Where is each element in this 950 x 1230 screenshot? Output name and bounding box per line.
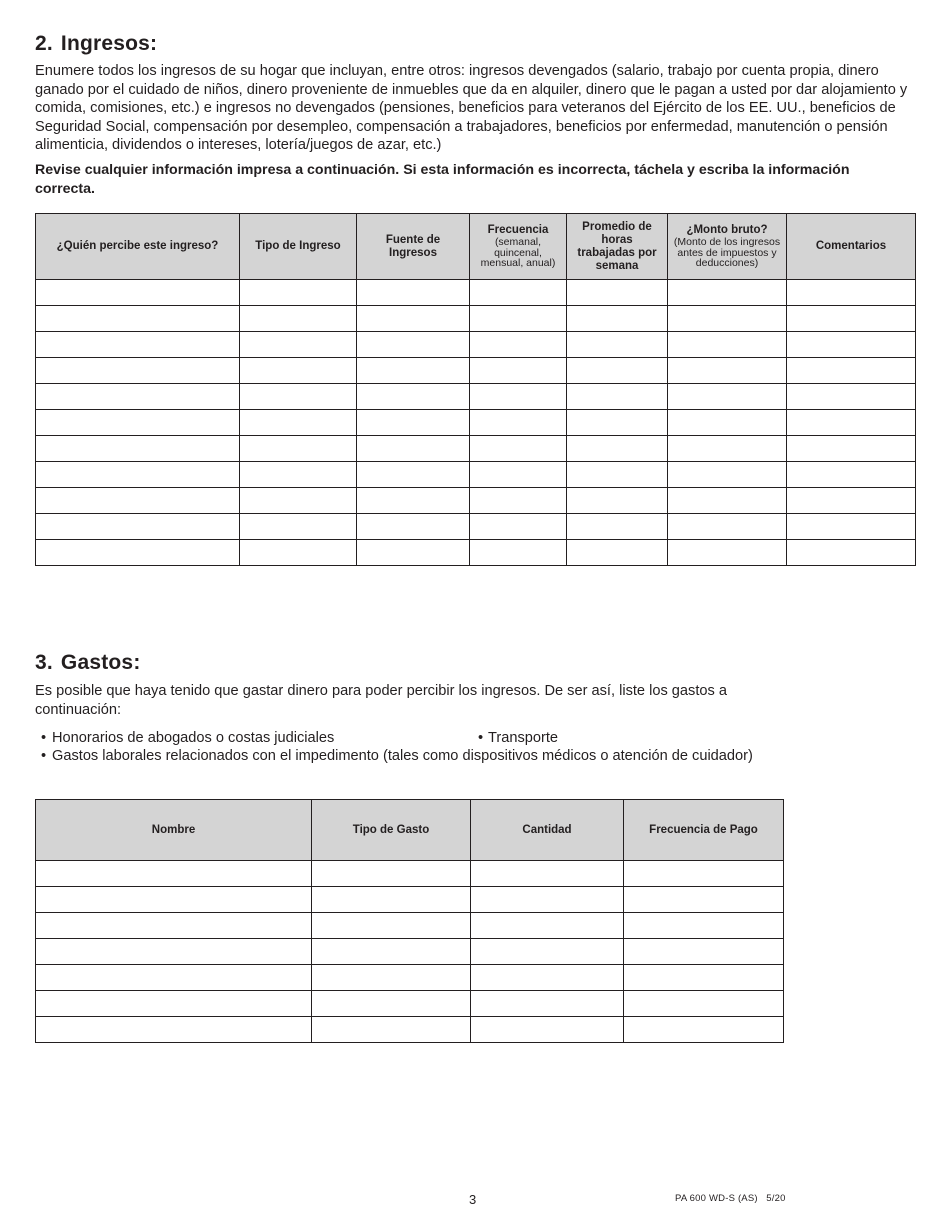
income-table-cell [668, 462, 787, 488]
income-table-cell [240, 410, 357, 436]
expenses-bullet-row-2 [41, 747, 761, 765]
expenses-table-cell [312, 939, 471, 965]
expenses-table-cell [471, 913, 624, 939]
income-cell-input[interactable] [470, 436, 566, 461]
expenses-section-heading: Gastos: [60, 651, 141, 674]
income-cell-input[interactable] [668, 514, 786, 539]
expenses-table-cell [624, 913, 784, 939]
income-table-cell [567, 540, 668, 566]
income-table-cell [240, 540, 357, 566]
income-table-cell [36, 462, 240, 488]
income-table-row [36, 488, 916, 514]
income-cell-input[interactable] [470, 462, 566, 487]
income-section-number: 2. [35, 32, 53, 55]
expenses-table-cell [36, 861, 312, 887]
income-cell-input[interactable] [787, 540, 915, 565]
income-column-header [567, 214, 668, 280]
income-cell-input[interactable] [357, 384, 469, 409]
income-cell-input[interactable] [668, 280, 786, 305]
income-table-cell [567, 488, 668, 514]
income-table-cell [668, 358, 787, 384]
income-table-cell [240, 280, 357, 306]
expenses-bullet-item: Gastos laborales relacionados con el impedimento (tales como dispositivos médicos o atención de cuidador) [52, 748, 753, 764]
income-table-cell [668, 306, 787, 332]
expenses-cell-input[interactable] [312, 991, 470, 1016]
income-cell-input[interactable] [36, 306, 239, 331]
income-table-cell [470, 436, 567, 462]
expenses-cell-input[interactable] [36, 939, 311, 964]
expenses-table-cell [624, 887, 784, 913]
income-table-row [36, 462, 916, 488]
income-cell-input[interactable] [668, 358, 786, 383]
income-table-cell [470, 332, 567, 358]
income-cell-input[interactable] [36, 332, 239, 357]
income-cell-input[interactable] [470, 280, 566, 305]
income-description: Enumere todos los ingresos de su hogar que incluyan, entre otros: ingresos devengados (salario, trabajo por cuenta propia, dinero ganado por el cuidado de niños, dinero proveniente de inmuebles que da en alquiler, dinero que le pagan a usted por dar alojamiento y comida, comisiones, etc.) e ingresos no devengados (pensiones, beneficios para veteranos del Ejército de los EE. UU., beneficios de Seguridad Social, compensación por desempleo, compensación a trabajadores, beneficios por enfermedad, manutención o pensión alimenticia, dividendos o intereses, lotería/juegos de azar, etc.) [35, 63, 908, 154]
income-cell-input[interactable] [240, 384, 356, 409]
income-table-cell [567, 306, 668, 332]
income-section-heading: Ingresos: [60, 32, 158, 55]
income-cell-input[interactable] [36, 280, 239, 305]
expenses-table [35, 799, 784, 1043]
income-cell-input[interactable] [357, 306, 469, 331]
income-cell-input[interactable] [567, 514, 667, 539]
income-table-header-row [36, 214, 916, 280]
income-cell-input[interactable] [470, 540, 566, 565]
expenses-cell-input[interactable] [624, 887, 783, 912]
income-table-cell [36, 384, 240, 410]
expenses-column-header: Frecuencia de Pago [624, 800, 784, 861]
income-cell-input[interactable] [567, 436, 667, 461]
income-table-cell [787, 488, 916, 514]
expenses-table-row [36, 1017, 784, 1043]
income-table-cell [787, 384, 916, 410]
income-cell-input[interactable] [240, 332, 356, 357]
income-cell-input[interactable] [470, 306, 566, 331]
income-table-cell [567, 280, 668, 306]
income-cell-input[interactable] [668, 384, 786, 409]
income-cell-input[interactable] [787, 280, 915, 305]
income-table-cell [668, 436, 787, 462]
expenses-table-cell [624, 1017, 784, 1043]
income-cell-input[interactable] [36, 436, 239, 461]
income-column-header-label: ¿Monto bruto? [686, 224, 768, 237]
expenses-column-header: Tipo de Gasto [312, 800, 471, 861]
income-cell-input[interactable] [36, 488, 239, 513]
income-cell-input[interactable] [36, 462, 239, 487]
income-cell-input[interactable] [357, 514, 469, 539]
expenses-table-cell [312, 887, 471, 913]
income-table-cell [567, 358, 668, 384]
expenses-table-cell [36, 913, 312, 939]
income-table-cell [470, 384, 567, 410]
expenses-table-row [36, 939, 784, 965]
income-cell-input[interactable] [36, 540, 239, 565]
expenses-cell-input[interactable] [312, 887, 470, 912]
income-table-cell [668, 540, 787, 566]
income-table-cell [357, 488, 470, 514]
income-table-cell [357, 306, 470, 332]
income-column-header [470, 214, 567, 280]
income-table-cell [470, 358, 567, 384]
income-cell-input[interactable] [567, 306, 667, 331]
income-cell-input[interactable] [567, 488, 667, 513]
income-cell-input[interactable] [357, 488, 469, 513]
income-table-row [36, 436, 916, 462]
income-cell-input[interactable] [787, 332, 915, 357]
income-table-row [36, 358, 916, 384]
income-cell-input[interactable] [470, 358, 566, 383]
income-cell-input[interactable] [787, 384, 915, 409]
income-table-cell [567, 462, 668, 488]
expenses-table-cell [312, 965, 471, 991]
expenses-cell-input[interactable] [36, 965, 311, 990]
income-column-header [240, 214, 357, 280]
income-cell-input[interactable] [668, 306, 786, 331]
expenses-table-cell [312, 991, 471, 1017]
income-cell-input[interactable] [36, 358, 239, 383]
expenses-cell-input[interactable] [36, 913, 311, 938]
expenses-table-cell [36, 991, 312, 1017]
expenses-table-cell [36, 939, 312, 965]
expenses-cell-input[interactable] [36, 991, 311, 1016]
income-cell-input[interactable] [240, 514, 356, 539]
income-cell-input[interactable] [470, 332, 566, 357]
income-cell-input[interactable] [567, 410, 667, 435]
income-cell-input[interactable] [567, 540, 667, 565]
income-cell-input[interactable] [787, 514, 915, 539]
income-cell-input[interactable] [240, 410, 356, 435]
expenses-cell-input[interactable] [624, 913, 783, 938]
income-table [35, 213, 916, 566]
income-table-cell [357, 384, 470, 410]
bullet-marker: • [478, 730, 484, 746]
income-table-cell [470, 540, 567, 566]
expenses-description: Es posible que haya tenido que gastar dinero para poder percibir los ingresos. De ser así, liste los gastos a continuación: [35, 683, 727, 718]
income-table-cell [357, 410, 470, 436]
expenses-cell-input[interactable] [624, 1017, 783, 1042]
income-column-header-hint: (Monto de los ingresos antes de impuestos y deducciones) [673, 236, 781, 270]
expenses-bullet-item: Honorarios de abogados o costas judiciales [52, 730, 335, 746]
expenses-bullet-row-1 [41, 729, 761, 747]
income-table-body [36, 280, 916, 566]
expenses-cell-input[interactable] [471, 991, 623, 1016]
expenses-table-row [36, 991, 784, 1017]
income-cell-input[interactable] [787, 358, 915, 383]
expenses-table-cell [624, 939, 784, 965]
income-cell-input[interactable] [567, 384, 667, 409]
income-table-row [36, 540, 916, 566]
expenses-table-cell [471, 861, 624, 887]
expenses-section-number: 3. [35, 651, 53, 674]
expenses-table-body [36, 861, 784, 1043]
income-cell-input[interactable] [36, 514, 239, 539]
income-cell-input[interactable] [787, 306, 915, 331]
income-cell-input[interactable] [36, 410, 239, 435]
income-table-cell [357, 358, 470, 384]
expenses-table-cell [36, 1017, 312, 1043]
income-cell-input[interactable] [357, 436, 469, 461]
income-table-cell [36, 410, 240, 436]
expenses-table-row [36, 861, 784, 887]
income-table-cell [567, 514, 668, 540]
income-cell-input[interactable] [668, 540, 786, 565]
income-cell-input[interactable] [36, 384, 239, 409]
income-table-cell [787, 306, 916, 332]
income-table-cell [240, 436, 357, 462]
income-cell-input[interactable] [668, 436, 786, 461]
expenses-cell-input[interactable] [624, 939, 783, 964]
income-table-cell [36, 358, 240, 384]
income-table-cell [240, 488, 357, 514]
bullet-marker: • [41, 730, 47, 746]
expenses-table-cell [312, 861, 471, 887]
expenses-cell-input[interactable] [471, 1017, 623, 1042]
income-cell-input[interactable] [668, 488, 786, 513]
income-table-cell [668, 488, 787, 514]
income-table-cell [567, 410, 668, 436]
income-cell-input[interactable] [357, 358, 469, 383]
income-table-cell [567, 436, 668, 462]
income-table-cell [787, 540, 916, 566]
expenses-table-cell [471, 939, 624, 965]
income-table-row [36, 384, 916, 410]
income-table-cell [357, 436, 470, 462]
expenses-cell-input[interactable] [312, 1017, 470, 1042]
income-cell-input[interactable] [240, 462, 356, 487]
income-cell-input[interactable] [357, 410, 469, 435]
income-table-cell [787, 410, 916, 436]
income-column-header-label: Frecuencia [487, 224, 549, 237]
income-cell-input[interactable] [787, 410, 915, 435]
income-cell-input[interactable] [357, 540, 469, 565]
expenses-table-row [36, 913, 784, 939]
income-table-cell [36, 488, 240, 514]
income-table-cell [567, 332, 668, 358]
income-table-cell [36, 306, 240, 332]
income-table-cell [240, 332, 357, 358]
form-code: PA 600 WD-S (AS) 5/20 [675, 1193, 786, 1204]
expenses-cell-input[interactable] [471, 939, 623, 964]
income-table-cell [357, 540, 470, 566]
expenses-cell-input[interactable] [36, 887, 311, 912]
expenses-cell-input[interactable] [471, 965, 623, 990]
expenses-cell-input[interactable] [471, 887, 623, 912]
income-table-cell [357, 280, 470, 306]
expenses-table-cell [471, 991, 624, 1017]
income-table-cell [470, 306, 567, 332]
income-cell-input[interactable] [357, 462, 469, 487]
income-table-cell [787, 332, 916, 358]
income-table-cell [787, 436, 916, 462]
income-table-cell [470, 488, 567, 514]
income-cell-input[interactable] [787, 488, 915, 513]
expenses-table-cell [471, 887, 624, 913]
income-table-row [36, 332, 916, 358]
expenses-table-cell [471, 1017, 624, 1043]
expenses-table-cell [624, 965, 784, 991]
income-table-cell [668, 384, 787, 410]
income-cell-input[interactable] [787, 462, 915, 487]
income-table-cell [787, 358, 916, 384]
income-cell-input[interactable] [357, 280, 469, 305]
income-cell-input[interactable] [470, 514, 566, 539]
income-cell-input[interactable] [240, 306, 356, 331]
expenses-cell-input[interactable] [471, 861, 623, 886]
income-table-cell [567, 384, 668, 410]
income-column-header-label: Fuente de Ingresos [385, 233, 441, 259]
income-column-header [36, 214, 240, 280]
income-cell-input[interactable] [668, 332, 786, 357]
income-column-header-label: Promedio de horas trabajadas por semana [577, 220, 657, 272]
expenses-cell-input[interactable] [624, 965, 783, 990]
income-table-row [36, 514, 916, 540]
income-cell-input[interactable] [240, 280, 356, 305]
income-table-cell [470, 410, 567, 436]
expenses-cell-input[interactable] [624, 991, 783, 1016]
income-table-cell [36, 514, 240, 540]
income-table-cell [787, 280, 916, 306]
income-cell-input[interactable] [470, 488, 566, 513]
income-instruction: Revise cualquier información impresa a continuación. Si esta información es incorrecta, táchela y escriba la información correcta. [35, 162, 850, 197]
expenses-bullet-list [41, 729, 761, 765]
bullet-marker: • [41, 748, 47, 764]
expenses-table-header-row [36, 800, 784, 861]
income-table-cell [240, 514, 357, 540]
income-column-header-label: Tipo de Ingreso [255, 240, 341, 252]
income-cell-input[interactable] [567, 358, 667, 383]
expenses-table-row [36, 887, 784, 913]
income-cell-input[interactable] [470, 410, 566, 435]
expenses-table-cell [624, 991, 784, 1017]
income-column-header [787, 214, 916, 280]
income-column-header [357, 214, 470, 280]
expenses-cell-input[interactable] [36, 861, 311, 886]
income-column-header-label: Comentarios [815, 240, 887, 252]
income-table-cell [240, 384, 357, 410]
income-cell-input[interactable] [357, 332, 469, 357]
income-cell-input[interactable] [567, 462, 667, 487]
income-table-cell [470, 514, 567, 540]
expenses-cell-input[interactable] [312, 965, 470, 990]
expenses-column-header: Cantidad [471, 800, 624, 861]
income-table-cell [240, 358, 357, 384]
expenses-cell-input[interactable] [471, 913, 623, 938]
income-table-cell [36, 540, 240, 566]
income-table-row [36, 306, 916, 332]
expenses-cell-input[interactable] [312, 861, 470, 886]
income-table-cell [357, 462, 470, 488]
income-column-header-hint: (semanal, quincenal, mensual, anual) [480, 236, 556, 270]
income-table-cell [357, 332, 470, 358]
income-cell-input[interactable] [240, 488, 356, 513]
expenses-column-header: Nombre [36, 800, 312, 861]
income-cell-input[interactable] [668, 410, 786, 435]
income-cell-input[interactable] [470, 384, 566, 409]
income-section-title [35, 32, 157, 56]
page-number: 3 [469, 1192, 477, 1207]
expenses-cell-input[interactable] [36, 1017, 311, 1042]
expenses-table-cell [312, 913, 471, 939]
income-table-cell [470, 462, 567, 488]
income-table-row [36, 410, 916, 436]
income-table-cell [668, 514, 787, 540]
income-cell-input[interactable] [240, 358, 356, 383]
income-table-cell [668, 410, 787, 436]
expenses-table-cell [471, 965, 624, 991]
income-cell-input[interactable] [567, 280, 667, 305]
expenses-bullet-item: Transporte [488, 730, 559, 746]
income-cell-input[interactable] [240, 540, 356, 565]
income-column-header [668, 214, 787, 280]
income-cell-input[interactable] [787, 436, 915, 461]
expenses-table-cell [312, 1017, 471, 1043]
income-table-cell [36, 280, 240, 306]
income-table-cell [240, 306, 357, 332]
income-table-cell [36, 436, 240, 462]
expenses-table-cell [36, 887, 312, 913]
income-column-header-label: ¿Quién percibe este ingreso? [56, 240, 219, 252]
income-table-cell [668, 280, 787, 306]
income-table-cell [36, 332, 240, 358]
expenses-table-row [36, 965, 784, 991]
income-table-cell [357, 514, 470, 540]
income-table-cell [470, 280, 567, 306]
income-cell-input[interactable] [668, 462, 786, 487]
expenses-table-cell [624, 861, 784, 887]
income-table-row [36, 280, 916, 306]
expenses-table-cell [36, 965, 312, 991]
expenses-cell-input[interactable] [312, 939, 470, 964]
income-table-cell [668, 332, 787, 358]
income-table-cell [240, 462, 357, 488]
expenses-cell-input[interactable] [312, 913, 470, 938]
income-cell-input[interactable] [567, 332, 667, 357]
income-cell-input[interactable] [240, 436, 356, 461]
income-table-cell [787, 514, 916, 540]
income-table-cell [787, 462, 916, 488]
expenses-section-title [35, 651, 141, 675]
expenses-cell-input[interactable] [624, 861, 783, 886]
